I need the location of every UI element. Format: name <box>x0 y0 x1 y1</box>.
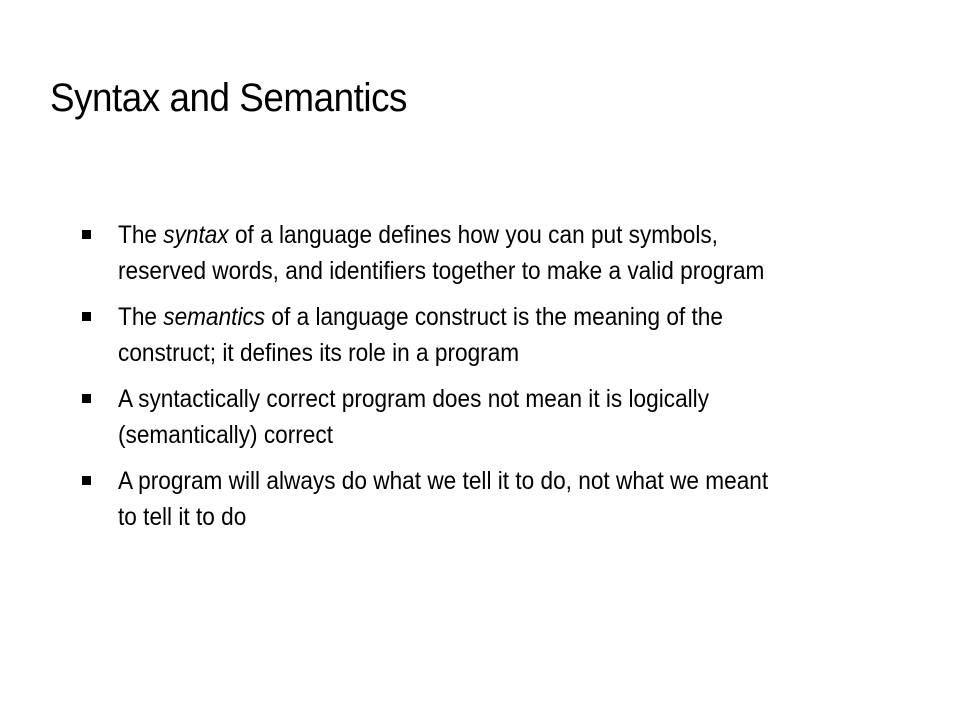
bullet-line <box>118 299 928 335</box>
bullet-line <box>118 217 928 253</box>
emphasis-term: syntax <box>163 221 229 249</box>
bullet-line <box>118 335 928 371</box>
bullet-item-semantics <box>82 299 932 371</box>
bullet-text <box>118 381 928 453</box>
text-segment: of a language construct is the meaning of the <box>265 303 723 331</box>
square-bullet-icon <box>82 476 91 485</box>
text-segment: A syntactically correct program does not mean it is logically <box>118 385 710 413</box>
bullet-line <box>118 499 928 535</box>
text-segment: reserved words, and identifiers together to make a valid program <box>118 257 765 285</box>
square-bullet-icon <box>82 312 91 321</box>
text-segment: (semantically) correct <box>118 421 333 449</box>
text-segment: construct; it defines its role in a program <box>118 339 520 367</box>
text-segment: to tell it to do <box>118 503 247 531</box>
bullet-line <box>118 253 928 289</box>
text-segment: A program will always do what we tell it to do, not what we meant <box>118 467 769 495</box>
slide-title: Syntax and Semantics <box>50 76 407 120</box>
bullet-item-syntax <box>82 217 932 289</box>
text-segment: of a language defines how you can put symbols, <box>228 221 718 249</box>
bullet-item-program-behavior <box>82 463 932 535</box>
bullet-line <box>118 381 928 417</box>
bullet-text <box>118 463 928 535</box>
bullet-text <box>118 299 928 371</box>
emphasis-term: semantics <box>163 303 266 331</box>
text-segment: The <box>118 303 164 331</box>
bullet-line <box>118 463 928 499</box>
bullet-item-correctness <box>82 381 932 453</box>
bullet-text <box>118 217 928 289</box>
square-bullet-icon <box>82 230 91 239</box>
bullet-list <box>82 217 932 545</box>
text-segment: The <box>118 221 164 249</box>
bullet-line <box>118 417 928 453</box>
square-bullet-icon <box>82 394 91 403</box>
